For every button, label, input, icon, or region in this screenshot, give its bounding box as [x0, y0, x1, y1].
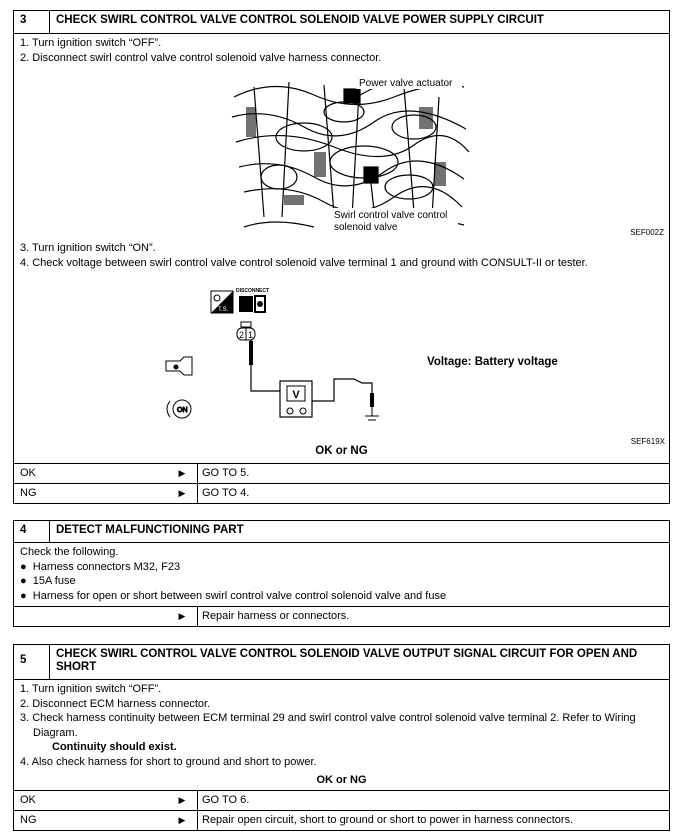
step-3-box — [13, 10, 670, 504]
ok-or-ng-label: OK or NG — [316, 774, 367, 786]
svg-text:DISCONNECT: DISCONNECT — [236, 288, 270, 294]
step-5-body: 1. Turn ignition switch “OFF”. 2. Disconnect ECM harness connector. 3. Check harness continuity between ECM terminal 29 and swirl control valve control solenoid valve terminal 2. Refer to Wiring Diagram. Continuity should exist. 4. Also check harness for short to ground and short to power. OK or NG — [14, 680, 669, 788]
step-number: 3 — [14, 11, 50, 33]
arrow-icon: ▶ — [167, 791, 198, 810]
instruction: 3. Turn ignition switch “ON”. — [20, 242, 156, 254]
instruction: 1. Turn ignition switch “OFF”. — [20, 37, 162, 49]
arrow-icon: ▶ — [167, 607, 198, 626]
ts-icon — [211, 291, 233, 313]
step-4-body: Check the following. ● Harness connectors M32, F23 ● 15A fuse ● Harness for open or short between swirl control valve control solenoid valve and fuse — [14, 543, 669, 603]
connector — [237, 322, 255, 340]
step-3-header — [14, 11, 669, 34]
voltmeter — [280, 381, 312, 417]
svg-text:2: 2 — [239, 330, 245, 340]
step-3-body — [14, 34, 669, 66]
label-swirl-control: Swirl control valve control — [334, 210, 448, 221]
instruction: 4. Check voltage between swirl control valve control solenoid valve terminal 1 and ground with CONSULT-II or tester. — [20, 257, 588, 269]
svg-text:1: 1 — [248, 330, 254, 340]
result-row-ng: NG ▶ GO TO 4. — [14, 483, 669, 503]
instruction: 2. Disconnect swirl control valve control solenoid valve harness connector. — [20, 52, 382, 64]
step-title: CHECK SWIRL CONTROL VALVE CONTROL SOLENOID VALVE POWER SUPPLY CIRCUIT — [56, 14, 544, 26]
result-row-ng: NG ▶ Repair open circuit, short to ground or short to power in harness connectors. — [14, 810, 669, 830]
step-3-body-b — [14, 239, 669, 271]
step-5-header — [14, 645, 669, 680]
figure-code: SEF619X — [630, 437, 665, 446]
svg-text:T.S.: T.S. — [218, 307, 229, 313]
step-number: 4 — [14, 521, 50, 542]
result-row-ok: OK ▶ GO TO 5. — [14, 463, 669, 483]
step-5-box — [13, 644, 670, 831]
step-number: 5 — [14, 645, 50, 679]
bullet-item: ● Harness for open or short between swirl control valve control solenoid valve and fuse — [20, 589, 447, 602]
disconnect-icon — [236, 288, 269, 312]
arrow-icon: ▶ — [167, 484, 198, 503]
engine-illustration — [14, 67, 669, 237]
step-4-box — [13, 520, 670, 627]
result-table — [14, 790, 669, 830]
svg-text:V: V — [292, 389, 300, 401]
engine-icon — [166, 357, 192, 375]
arrow-icon: ▶ — [167, 464, 198, 483]
label-power-valve-actuator: Power valve actuator — [359, 78, 453, 89]
step-4-header — [14, 521, 669, 543]
voltage-spec: Voltage: Battery voltage — [427, 356, 558, 368]
result-table — [14, 463, 669, 503]
result-row: ▶ Repair harness or connectors. — [14, 606, 669, 626]
bullet-item: ● Harness connectors M32, F23 — [20, 560, 181, 573]
result-row-ok: OK ▶ GO TO 6. — [14, 790, 669, 810]
ignition-on-icon — [167, 400, 191, 418]
bullet-item: ● 15A fuse — [20, 575, 76, 587]
figure-code: SEF002Z — [630, 228, 664, 237]
arrow-icon: ▶ — [167, 811, 198, 830]
ok-or-ng-label: OK or NG — [315, 445, 368, 457]
circuit-diagram — [14, 281, 669, 446]
label-solenoid-valve: solenoid valve — [334, 222, 398, 233]
svg-text:ON: ON — [177, 407, 188, 414]
step-title: CHECK SWIRL CONTROL VALVE CONTROL SOLENOID VALVE OUTPUT SIGNAL CIRCUIT FOR OPEN AND SHORT — [56, 648, 638, 673]
step-title: DETECT MALFUNCTIONING PART — [56, 524, 244, 536]
